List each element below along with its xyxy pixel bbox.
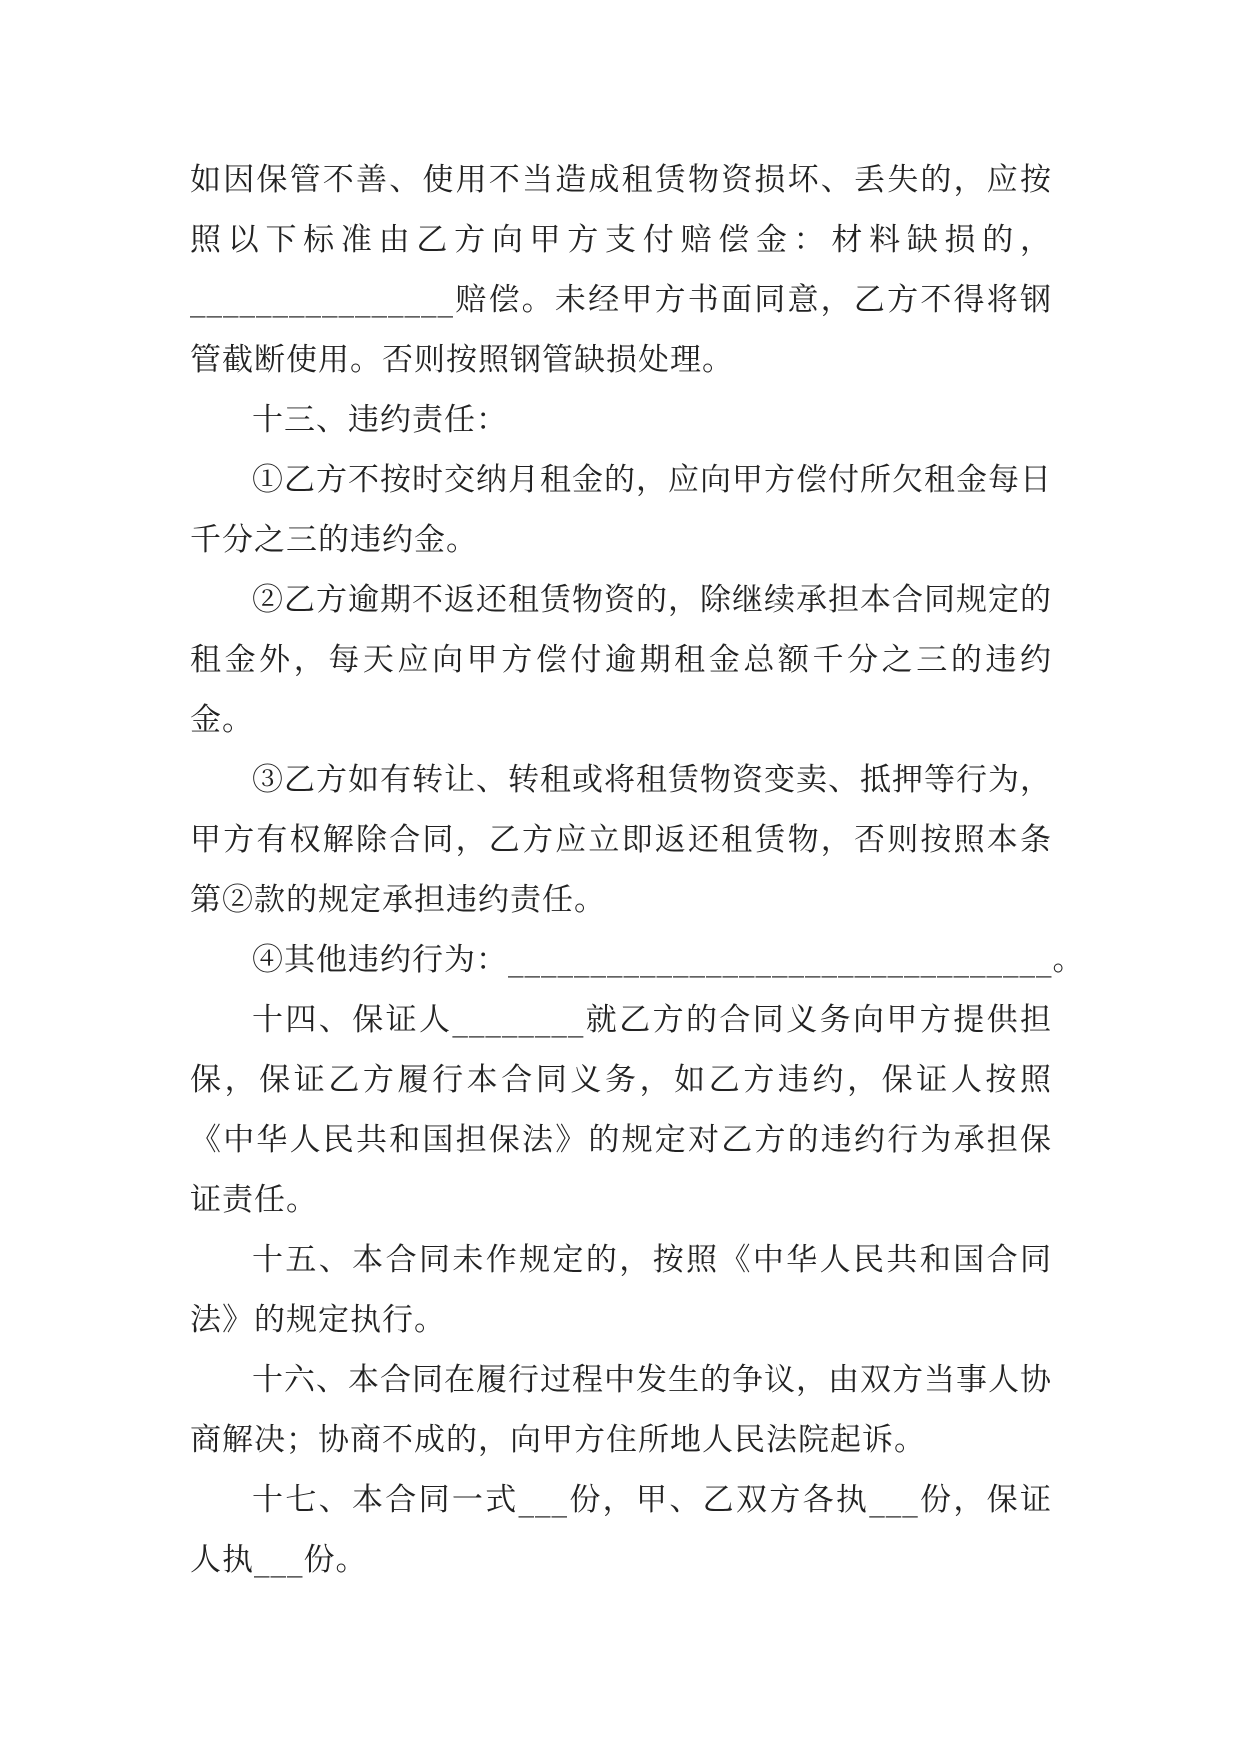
document-body — [190, 150, 1085, 1590]
paragraph-clause-13-item-4: ④其他违约行为：_________________________________。 — [252, 942, 1085, 978]
paragraph-clause-17: 十七、本合同一式___份，甲、乙双方各执___份，保证人执___份。 — [190, 1482, 1052, 1578]
paragraph-clause-13-item-1: ①乙方不按时交纳月租金的，应向甲方偿付所欠租金每日千分之三的违约金。 — [190, 462, 1052, 558]
paragraph-clause-13-heading: 十三、违约责任： — [252, 402, 508, 438]
paragraph-clause-13-item-2: ②乙方逾期不返还租赁物资的，除继续承担本合同规定的租金外，每天应向甲方偿付逾期租金总额千分之三的违约金。 — [190, 582, 1052, 738]
paragraph-clause-13-item-3: ③乙方如有转让、转租或将租赁物资变卖、抵押等行为，甲方有权解除合同，乙方应立即返还租赁物，否则按照本条第②款的规定承担违约责任。 — [190, 762, 1052, 918]
paragraph-clause-14: 十四、保证人________就乙方的合同义务向甲方提供担保，保证乙方履行本合同义务，如乙方违约，保证人按照《中华人民共和国担保法》的规定对乙方的违约行为承担保证责任。 — [190, 1002, 1052, 1218]
paragraph-compensation: 如因保管不善、使用不当造成租赁物资损坏、丢失的，应按照以下标准由乙方向甲方支付赔偿金：材料缺损的，________________赔偿。未经甲方书面同意，乙方不得将钢管截断使用。否则按照钢管缺损处理。 — [190, 162, 1052, 378]
paragraph-clause-16: 十六、本合同在履行过程中发生的争议，由双方当事人协商解决；协商不成的，向甲方住所地人民法院起诉。 — [190, 1362, 1052, 1458]
paragraph-clause-15: 十五、本合同未作规定的，按照《中华人民共和国合同法》的规定执行。 — [190, 1242, 1052, 1338]
